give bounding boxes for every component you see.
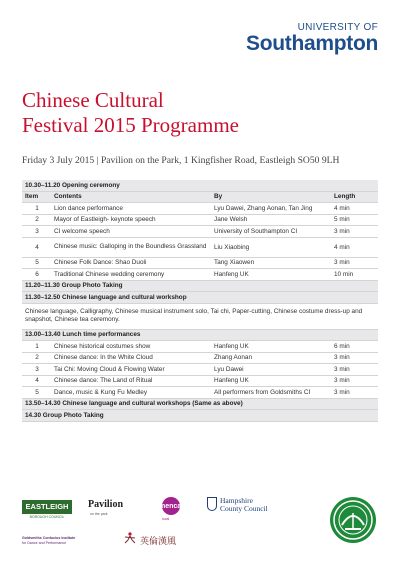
row-contents: CI welcome speech [54, 227, 110, 235]
row-length: 3 min [334, 365, 350, 373]
pavilion-logo: Pavilion [88, 499, 124, 510]
row-contents: Lion dance performance [54, 204, 123, 212]
university-logo [246, 22, 378, 55]
row-contents: Chinese Folk Dance: Shao Duoli [54, 259, 147, 266]
row-item: 5 [35, 388, 39, 396]
university-logo-main: Southampton [245, 32, 378, 55]
page-title [22, 88, 239, 138]
row-length: 3 min [334, 259, 350, 267]
table-row [22, 226, 378, 238]
table-row [22, 376, 378, 388]
col-length-header: Length [334, 193, 356, 201]
university-logo-top: UNIVERSITY OF [297, 22, 378, 33]
row-contents: Traditional Chinese wedding ceremony [54, 270, 165, 278]
goldsmiths-logo-line-1: Goldsmiths Confucius Institute [22, 536, 76, 540]
title-line-2: Festival 2015 Programme [22, 113, 239, 137]
row-item: 4 [35, 377, 39, 385]
row-item: 4 [35, 243, 39, 251]
row-contents: Chinese dance: In the White Cloud [54, 354, 153, 361]
row-by: Lyu Dawei, Zhang Aonan, Tan Jing [214, 204, 313, 212]
table-row [22, 387, 378, 399]
workshop-description-text: Chinese language, Calligraphy, Chinese musical instrument solo, Tai chi, Paper-cutting, Chinese costume dress-up and snapshot, Chinese tea ceremony. [25, 307, 363, 323]
row-by: Hanfeng UK [214, 342, 249, 350]
table-row [22, 364, 378, 376]
row-by: Jane Welsh [214, 216, 248, 224]
col-item-header: Item [25, 193, 39, 201]
sponsor-logos [22, 492, 322, 552]
row-by: Hanfeng UK [214, 377, 249, 385]
row-item: 6 [35, 270, 39, 278]
row-length: 4 min [334, 243, 350, 251]
eastleigh-logo-sub: BOROUGH COUNCIL [29, 515, 65, 519]
eastleigh-logo: EASTLEIGH [22, 500, 72, 514]
table-row [22, 341, 378, 353]
programme-table [22, 180, 378, 422]
row-contents: Mayor of Eastleigh- keynote speech [54, 216, 156, 223]
row-length: 5 min [334, 216, 350, 224]
workshop-description [22, 304, 378, 330]
section-heading-photo-1: 11.20–11.30 Group Photo Taking [22, 281, 378, 293]
dancer-icon [122, 532, 138, 544]
table-row [22, 238, 378, 258]
table-row [22, 203, 378, 215]
hampshire-logo-line-1: Hampshire [220, 496, 253, 505]
section-heading-workshop-2: 13.50–14.30 Chinese language and cultural workshops (Same as above) [22, 399, 378, 411]
row-contents: Chinese dance: The Land of Ritual [54, 377, 153, 384]
row-item: 3 [35, 365, 39, 373]
row-by: Zhang Aonan [214, 354, 253, 362]
hampshire-logo-line-2: County Council [220, 504, 268, 513]
goldsmiths-logo-line-2: for Dance and Performance [22, 540, 67, 545]
row-item: 5 [35, 259, 39, 267]
row-item: 2 [35, 354, 39, 362]
row-length: 6 min [334, 342, 350, 350]
row-length: 3 min [334, 354, 350, 362]
col-by-header: By [214, 193, 223, 201]
row-by: Hanfeng UK [214, 270, 249, 278]
row-contents: Tai Chi: Moving Cloud & Flowing Water [54, 365, 165, 373]
mencap-logo-sub: local [162, 517, 170, 521]
row-contents: Dance, music & Kung Fu Medley [54, 388, 148, 396]
section-heading-lunch: 13.00–13.40 Lunch time performances [22, 330, 378, 342]
row-contents: Chinese music: Galloping in the Boundless Grassland [54, 243, 207, 251]
row-by: Tang Xiaowen [214, 259, 255, 267]
row-by: University of Southampton CI [214, 227, 298, 235]
hampshire-shield-icon [207, 497, 217, 511]
row-item: 1 [35, 204, 39, 212]
row-length: 4 min [334, 204, 350, 212]
row-by: Liu Xiaobing [214, 243, 250, 251]
mencap-logo: mencap [159, 503, 186, 510]
row-length: 3 min [334, 227, 350, 235]
row-by: All performers from Goldsmiths CI [214, 388, 311, 396]
table-row [22, 258, 378, 270]
row-item: 2 [35, 216, 39, 224]
title-line-1: Chinese Cultural [22, 88, 164, 112]
row-length: 10 min [334, 270, 354, 278]
row-contents: Chinese historical costumes show [54, 342, 151, 350]
row-item: 1 [35, 342, 39, 350]
section-heading-opening: 10.30–11.20 Opening ceremony [22, 180, 378, 192]
table-row [22, 353, 378, 365]
table-row [22, 269, 378, 281]
row-by: Lyu Dawei [214, 365, 244, 373]
section-heading-photo-2: 14.30 Group Photo Taking [22, 410, 378, 422]
goldsmiths-logo [22, 536, 82, 545]
pavilion-logo-sub: on the park [90, 512, 108, 516]
table-header [22, 192, 378, 204]
ying-lun-han-feng-logo: 英倫漢風 [140, 537, 177, 547]
event-details: Friday 3 July 2015 | Pavilion on the Park, 1 Kingfisher Road, Eastleigh SO50 9LH [22, 155, 340, 166]
col-contents-header: Contents [54, 193, 82, 200]
row-length: 3 min [334, 388, 350, 396]
row-item: 3 [35, 227, 39, 235]
hampshire-logo [220, 497, 268, 513]
row-length: 3 min [334, 377, 350, 385]
table-row [22, 215, 378, 227]
section-heading-workshop: 11.30–12.50 Chinese language and cultural workshop [22, 292, 378, 304]
confucius-institute-emblem-icon [328, 495, 378, 545]
